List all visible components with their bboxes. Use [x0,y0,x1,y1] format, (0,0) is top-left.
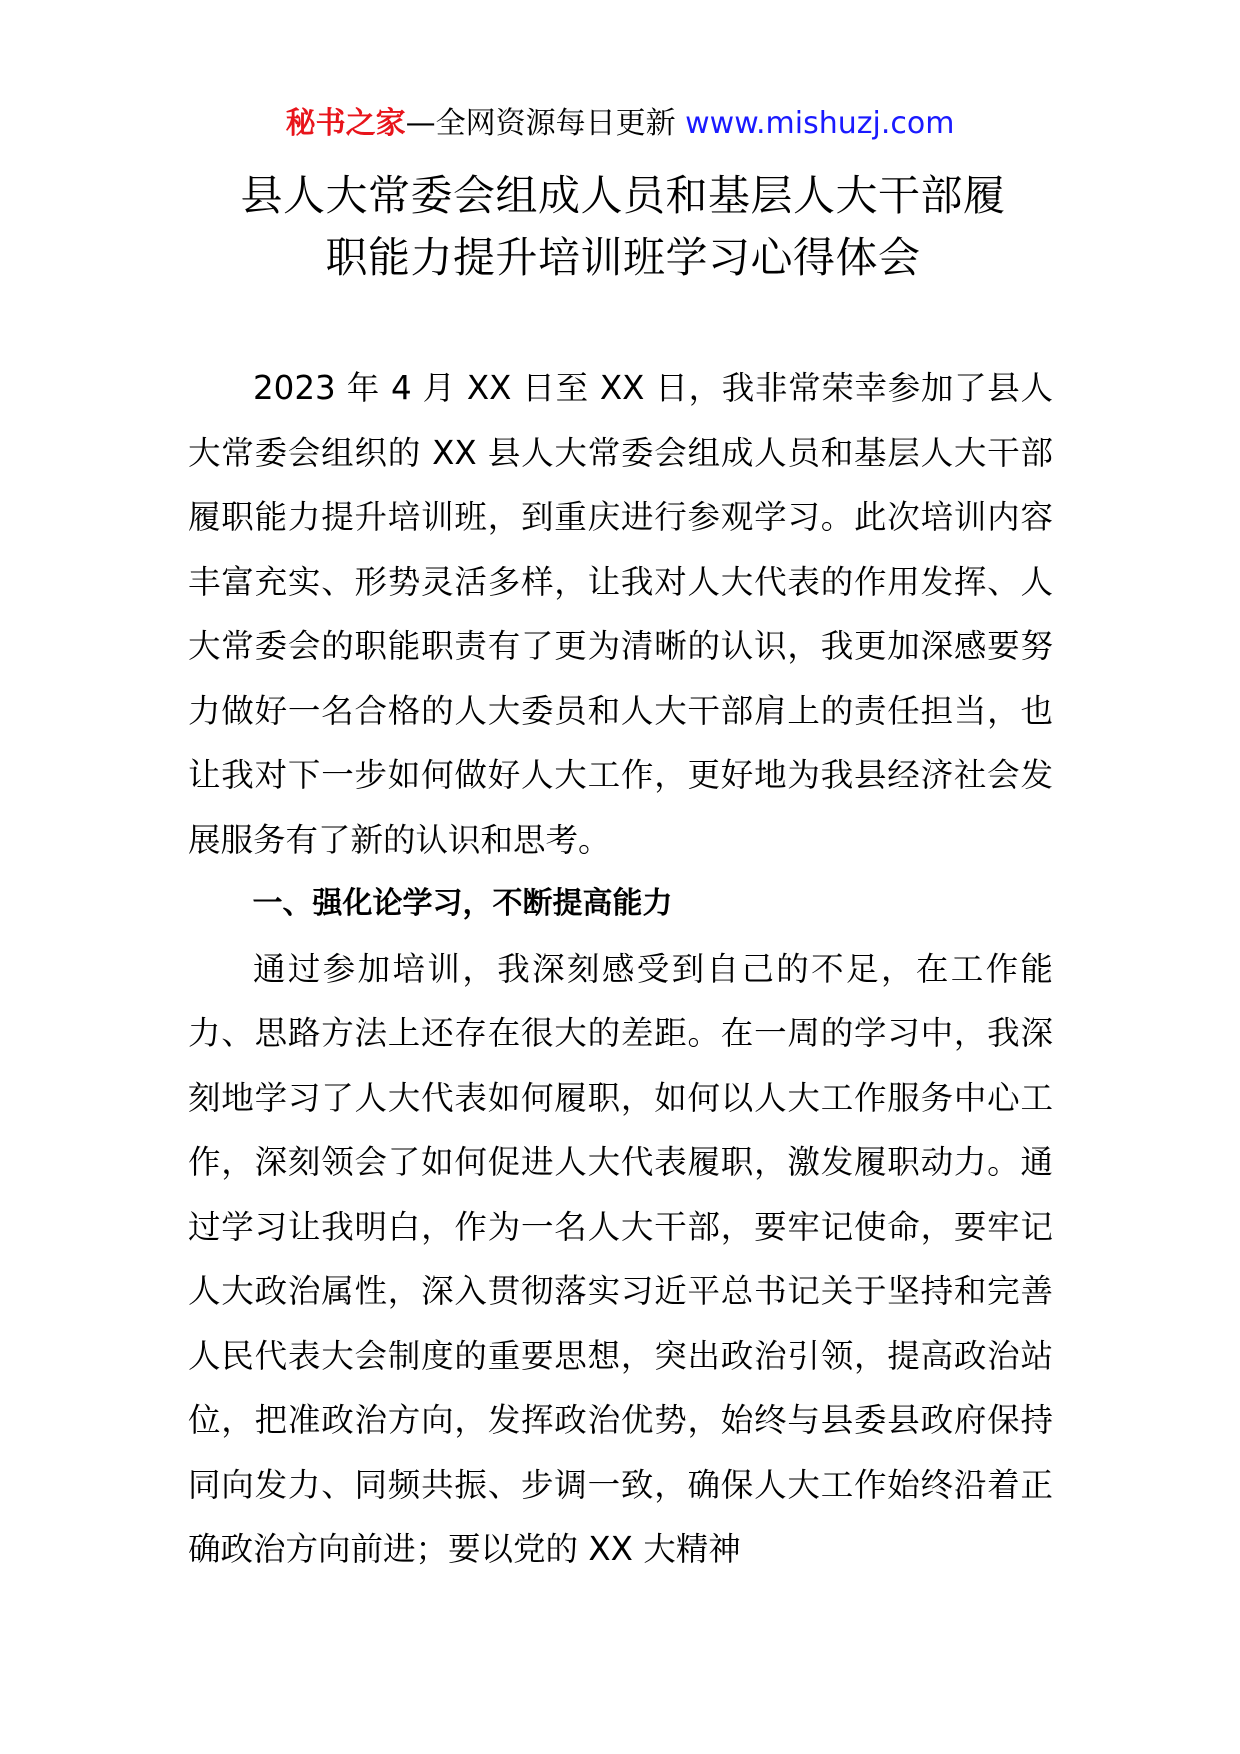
document-title [188,165,1058,289]
intro-paragraph: 2023 年 4 月 XX 日至 XX 日，我非常荣幸参加了县人大常委会组织的 XX 县人大常委会组成人员和基层人大干部履职能力提升培训班，到重庆进行参观学习。此次培训内容丰富充实、形势灵活多样，让我对人大代表的作用发挥、人大常委会的职能职责有了更为清晰的认识，我更加深感要努力做好一名合格的人大委员和人大干部肩上的责任担当，也让我对下一步如何做好人大工作，更好地为我县经济社会发展服务有了新的认识和思考。 [188,369,1053,859]
brand-name: 秘书之家 [285,106,406,141]
site-url-link[interactable]: www.mishuzj.com [685,106,955,141]
header-tagline: —全网资源每日更新 [405,106,686,141]
document-body [188,356,1053,1582]
section-heading: 一、强化论学习，不断提高能力 [252,886,673,921]
title-line-1: 县人大常委会组成人员和基层人大干部履 [240,171,1006,220]
title-line-2: 职能力提升培训班学习心得体会 [325,233,921,282]
section-paragraph: 通过参加培训，我深刻感受到自己的不足，在工作能力、思路方法上还存在很大的差距。在一周的学习中，我深刻地学习了人大代表如何履职，如何以人大工作服务中心工作，深刻领会了如何促进人大代表履职，激发履职动力。通过学习让我明白，作为一名人大干部，要牢记使命，要牢记人大政治属性，深入贯彻落实习近平总书记关于坚持和完善人民代表大会制度的重要思想，突出政治引领，提高政治站位，把准政治方向，发挥政治优势，始终与县委县政府保持同向发力、同频共振、步调一致，确保人大工作始终沿着正确政治方向前进；要以党的 XX 大精神 [188,949,1053,1568]
site-header [0,100,1240,148]
